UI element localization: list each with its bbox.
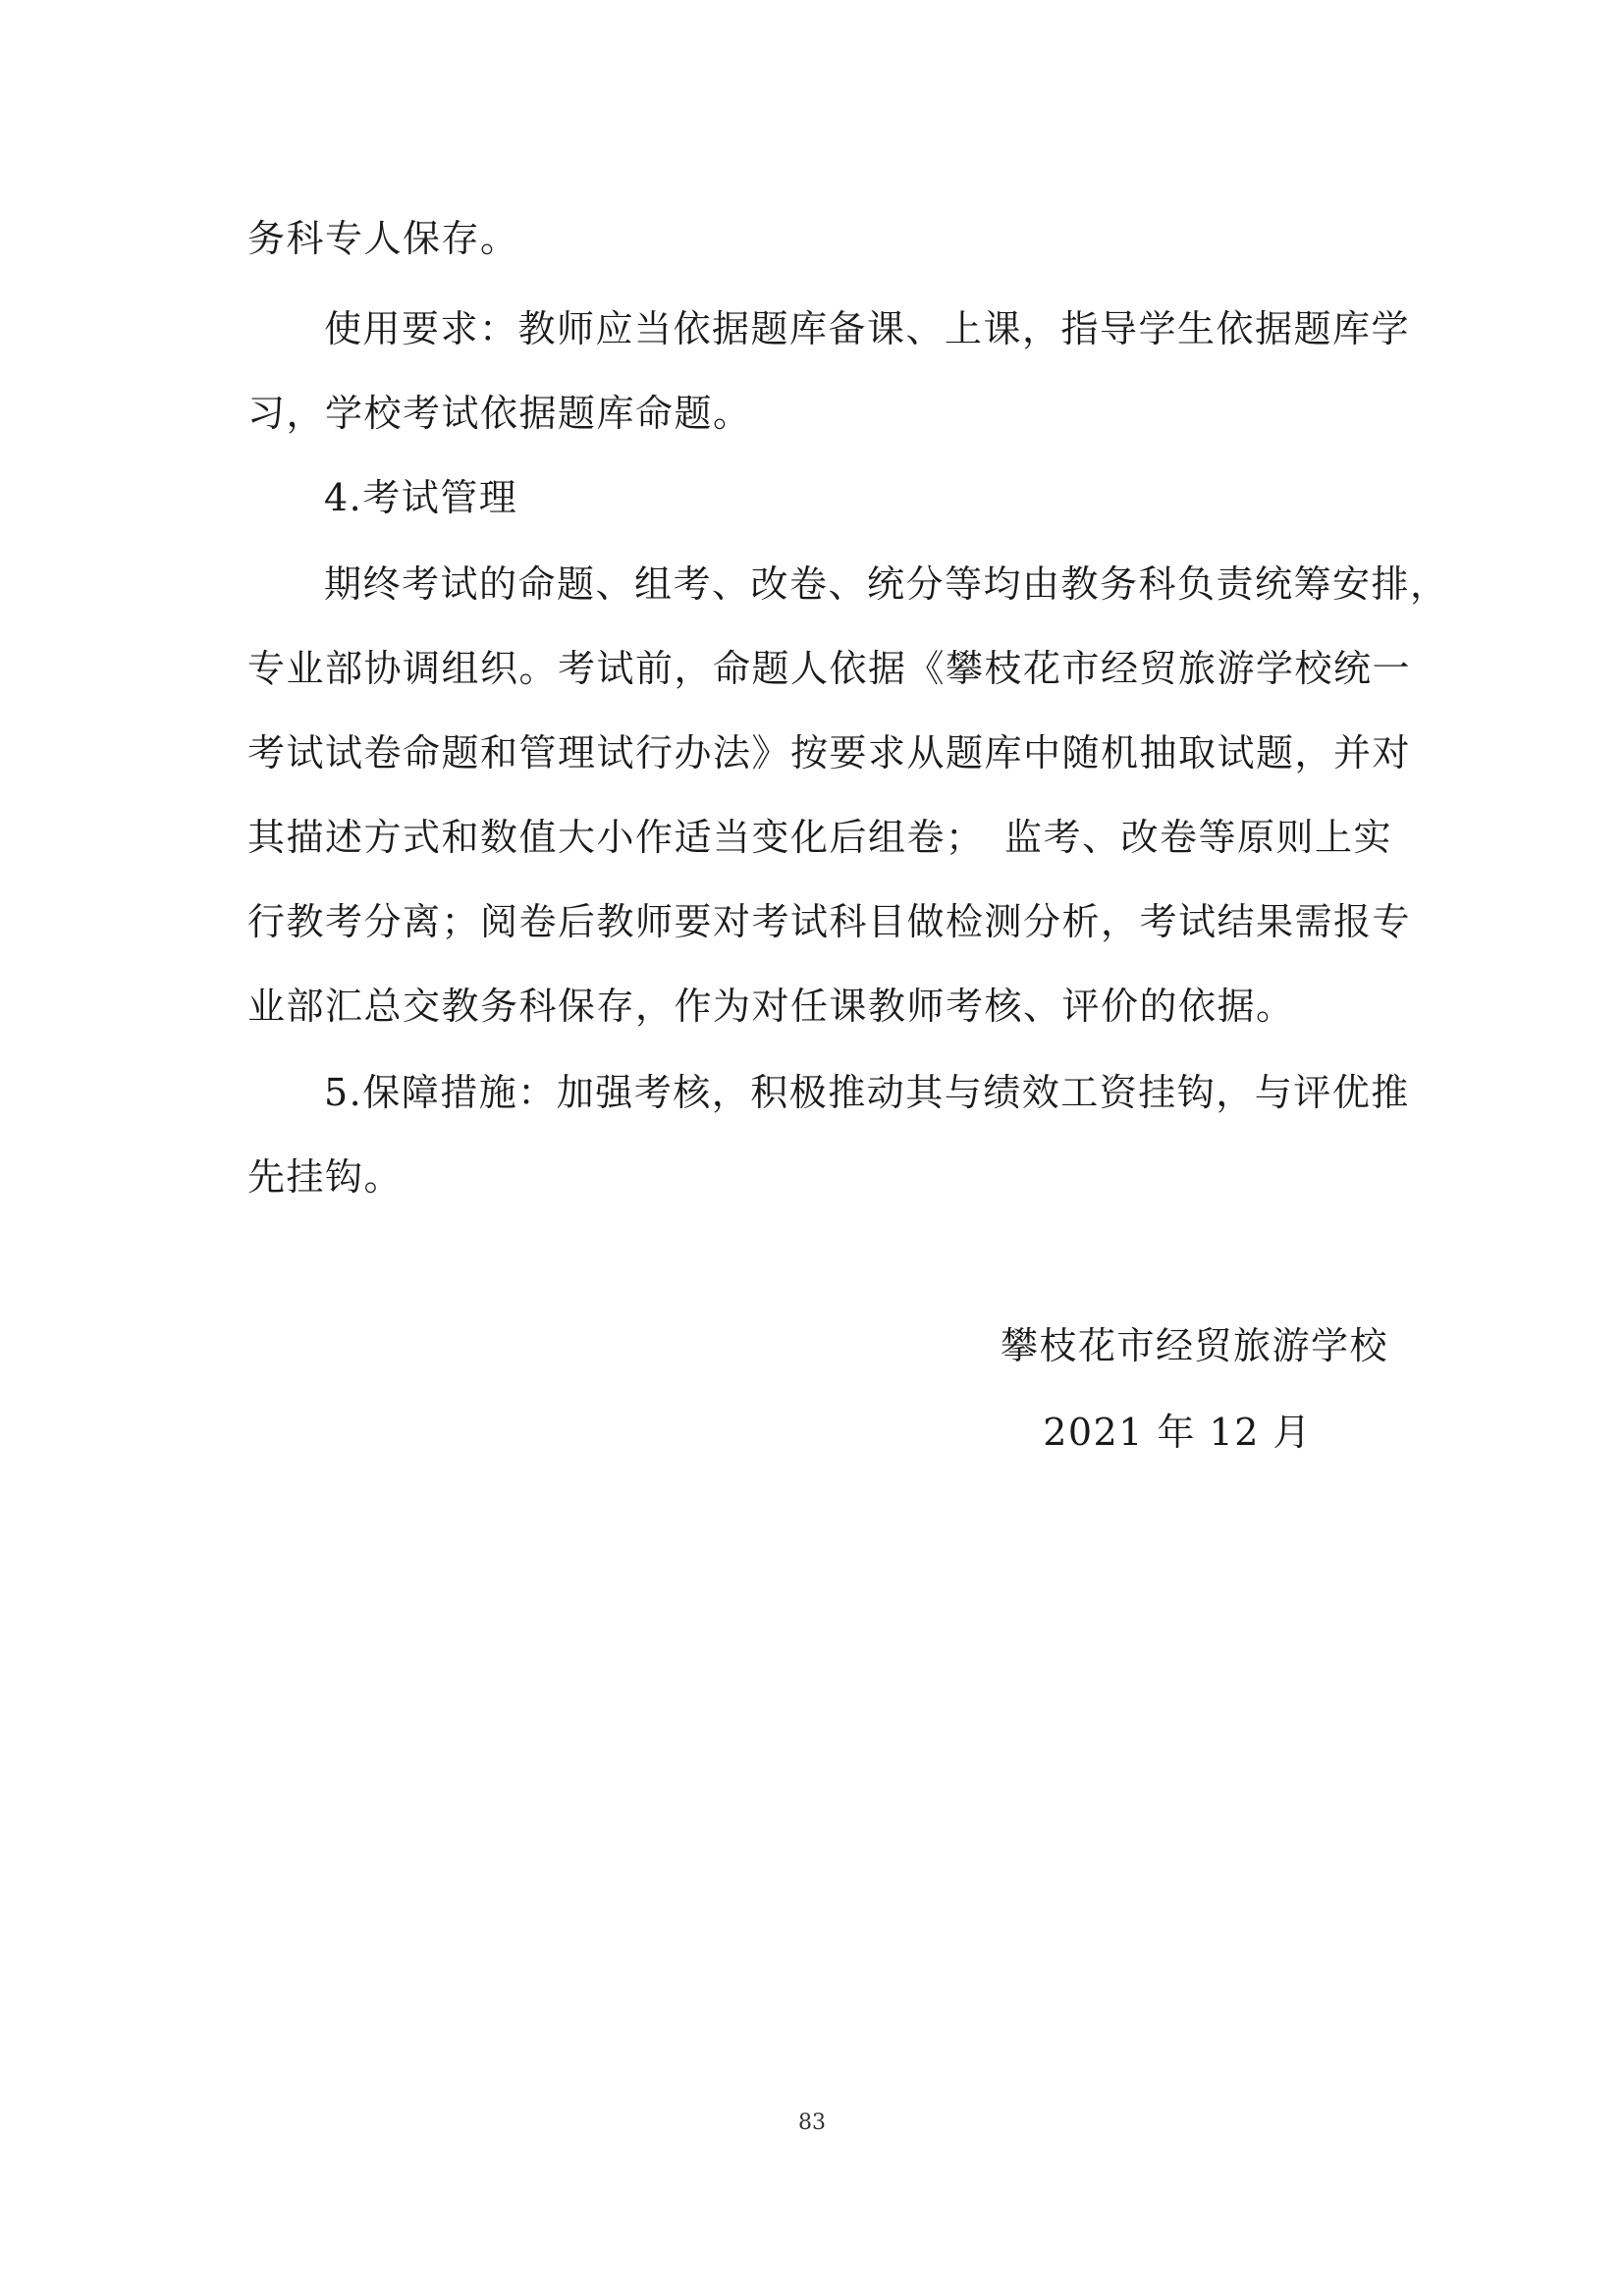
paragraph-line: 务科专人保存。 xyxy=(247,217,519,260)
paragraph-line: 期终考试的命题、组考、改卷、统分等均由教务科负责统筹安排， xyxy=(324,562,1449,606)
paragraph-line: 其描述方式和数值大小作适当变化后组卷； 监考、改卷等原则上实 xyxy=(247,816,1393,859)
paragraph-line: 5.保障措施：加强考核，积极推动其与绩效工资挂钩，与评优推 xyxy=(324,1071,1410,1114)
paragraph-line: 先挂钩。 xyxy=(247,1155,404,1199)
paragraph-line: 考试试卷命题和管理试行办法》按要求从题库中随机抽取试题，并对 xyxy=(247,731,1412,774)
signature-organization: 攀枝花市经贸旅游学校 xyxy=(1000,1324,1388,1367)
paragraph-line: 行教考分离；阅卷后教师要对考试科目做检测分析，考试结果需报专 xyxy=(247,900,1412,943)
paragraph-line: 业部汇总交教务科保存，作为对任课教师考核、评价的依据。 xyxy=(247,985,1295,1028)
signature-date: 2021 年 12 月 xyxy=(1043,1411,1312,1454)
section-heading: 4.考试管理 xyxy=(324,476,518,519)
paragraph-line: 专业部协调组织。考试前，命题人依据《攀枝花市经贸旅游学校统一 xyxy=(247,647,1412,690)
paragraph-line: 使用要求：教师应当依据题库备课、上课，指导学生依据题库学 xyxy=(324,307,1411,350)
paragraph-line: 习，学校考试依据题库命题。 xyxy=(247,392,752,435)
page-number: 83 xyxy=(798,2110,826,2135)
